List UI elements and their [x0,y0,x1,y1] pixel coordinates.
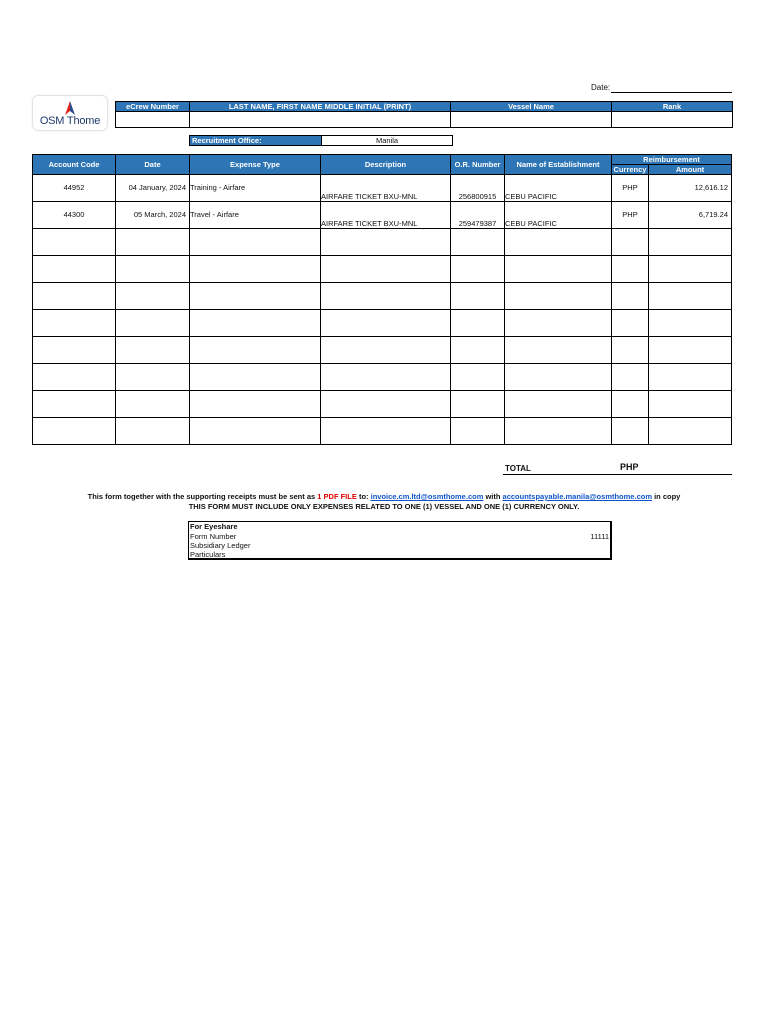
cell-description [321,283,450,300]
cell-date-field[interactable] [116,283,190,310]
cell-establishment-field[interactable] [505,310,612,337]
cell-account-code [33,391,115,399]
accounts-payable-email-link[interactable]: accountspayable.manila@osmthome.com [502,492,652,501]
cell-currency [612,391,648,399]
table-row [33,202,732,229]
cell-account-code-field[interactable] [33,175,116,202]
form-number-value: 11111 [590,532,609,541]
cell-description-field[interactable] [321,364,451,391]
table-row [33,364,732,391]
invoice-email-link[interactable]: invoice.cm.ltd@osmthome.com [370,492,484,501]
cell-account-code: 44300 [63,210,85,219]
cell-date [116,283,189,291]
cell-establishment [505,310,611,327]
header-rank: Rank [612,102,733,112]
header-vessel-name: Vessel Name [451,102,612,112]
table-row [33,229,732,256]
vessel-name-field[interactable] [451,112,612,128]
cell-currency-field[interactable] [612,175,649,202]
cell-establishment [505,418,611,435]
cell-date [116,337,189,345]
cell-description-field[interactable] [321,256,451,283]
cell-expense-type [190,283,320,291]
recruitment-office-field[interactable]: Manila [322,136,453,146]
cell-establishment [505,391,611,408]
cell-or-number: 256800915 [458,192,497,201]
cell-establishment-field[interactable] [505,391,612,418]
cell-currency-field[interactable] [612,337,649,364]
cell-description [321,337,450,354]
cell-currency-field[interactable] [612,418,649,445]
cell-currency [612,283,648,291]
cell-account-code [33,283,115,291]
cell-account-code-field[interactable] [33,256,116,283]
cell-currency-field[interactable] [612,310,649,337]
cell-amount-field[interactable] [649,175,732,202]
notice-pdf-file: 1 PDF FILE [317,492,357,501]
cell-currency [612,310,648,318]
cell-description-field[interactable] [321,283,451,310]
cell-date [116,418,189,426]
cell-expense-type-field[interactable] [190,256,321,283]
eyeshare-title: For Eyeshare [190,522,238,531]
header-crew-name: LAST NAME, FIRST NAME MIDDLE INITIAL (PRINT) [190,102,451,112]
cell-amount [649,310,731,318]
cell-establishment [505,256,611,273]
cell-amount [649,229,731,237]
cell-establishment-field[interactable] [505,229,612,256]
cell-currency: PHP [622,210,638,219]
single-vessel-notice: THIS FORM MUST INCLUDE ONLY EXPENSES RELATED TO ONE (1) VESSEL AND ONE (1) CURRENCY ONLY. [188,502,580,511]
table-row [33,418,732,445]
cell-amount [649,364,731,372]
eyeshare-box [188,521,612,560]
cell-currency-field[interactable] [612,283,649,310]
cell-amount-field[interactable] [649,256,732,283]
cell-date-field[interactable] [116,418,190,445]
table-row [33,337,732,364]
cell-description-field[interactable] [321,310,451,337]
notice-prefix: This form together with the supporting receipts must be sent as [87,492,318,501]
cell-or-number [451,229,504,246]
cell-or-number [451,256,504,273]
submission-notice [0,492,768,501]
col-reimbursement: Reimbursement [612,155,732,165]
cell-date: 04 January, 2024 [128,183,186,192]
cell-account-code-field[interactable] [33,283,116,310]
cell-or-number [451,418,504,435]
cell-or-number-field[interactable] [451,229,505,256]
cell-account-code-field[interactable] [33,229,116,256]
cell-expense-type [190,310,320,318]
cell-description-field[interactable] [321,229,451,256]
cell-description: AIRFARE TICKET BXU-MNL [321,192,418,201]
col-or-number: O.R. Number [451,155,505,175]
cell-expense-type-field[interactable] [190,418,321,445]
cell-establishment-field[interactable] [505,337,612,364]
cell-amount [649,283,731,291]
cell-currency [612,229,648,237]
cell-or-number [451,364,504,381]
cell-expense-type [190,391,320,399]
cell-amount-field[interactable] [649,364,732,391]
cell-amount [649,391,731,399]
date-field[interactable] [611,92,732,93]
col-currency: Currency [612,165,649,175]
cell-expense-type-field[interactable] [190,202,321,229]
cell-currency-field[interactable] [612,391,649,418]
cell-establishment: CEBU PACIFIC [505,192,557,201]
cell-establishment-field[interactable] [505,283,612,310]
ecrew-number-field[interactable] [116,112,190,128]
cell-account-code: 44952 [63,183,85,192]
cell-or-number-field[interactable] [451,391,505,418]
total-label: TOTAL [505,464,531,473]
cell-or-number: 259479387 [458,219,497,228]
table-row [33,310,732,337]
cell-expense-type-field[interactable] [190,175,321,202]
cell-or-number-field[interactable] [451,256,505,283]
cell-expense-type-field[interactable] [190,229,321,256]
cell-amount-field[interactable] [649,202,732,229]
cell-amount [649,418,731,426]
cell-description-field[interactable] [321,337,451,364]
table-row [33,256,732,283]
cell-description-field[interactable] [321,418,451,445]
table-row [33,391,732,418]
cell-expense-type [190,364,320,372]
cell-description-field[interactable] [321,202,451,229]
recruitment-office-row [189,135,453,146]
recruitment-office-label: Recruitment Office: [190,136,322,146]
cell-account-code-field[interactable] [33,310,116,337]
cell-currency-field[interactable] [612,256,649,283]
header-ecrew-number: eCrew Number [116,102,190,112]
cell-description [321,310,450,327]
notice-suffix: in copy [652,492,681,501]
cell-amount-field[interactable] [649,229,732,256]
rank-field[interactable] [612,112,733,128]
col-amount: Amount [649,165,732,175]
table-row [33,175,732,202]
cell-account-code-field[interactable] [33,202,116,229]
cell-amount: 12,616.12 [694,183,728,192]
expense-table [32,154,732,445]
cell-establishment-field[interactable] [505,202,612,229]
logo-text: OSM Thome [39,115,101,127]
cell-description [321,418,450,435]
cell-expense-type-field[interactable] [190,283,321,310]
particulars-label: Particulars [190,550,226,559]
cell-amount: 6,719.24 [698,210,728,219]
total-currency: PHP [620,462,639,472]
cell-or-number-field[interactable] [451,202,505,229]
cell-currency [612,418,648,426]
cell-account-code [33,229,115,237]
cell-or-number [451,310,504,327]
cell-or-number [451,337,504,354]
table-row [33,283,732,310]
cell-establishment-field[interactable] [505,175,612,202]
cell-account-code-field[interactable] [33,364,116,391]
osm-logo-icon [62,100,78,116]
cell-establishment [505,337,611,354]
cell-expense-type [190,337,320,345]
cell-date-field[interactable] [116,175,190,202]
cell-amount [649,337,731,345]
cell-description-field[interactable] [321,391,451,418]
cell-date-field[interactable] [116,256,190,283]
cell-currency [612,256,648,264]
cell-or-number-field[interactable] [451,337,505,364]
cell-date-field[interactable] [116,202,190,229]
cell-account-code [33,418,115,426]
cell-date [116,391,189,399]
cell-amount-field[interactable] [649,337,732,364]
cell-account-code-field[interactable] [33,418,116,445]
cell-account-code [33,310,115,318]
cell-date-field[interactable] [116,229,190,256]
cell-account-code [33,364,115,372]
cell-date [116,256,189,264]
cell-currency: PHP [622,183,638,192]
cell-date-field[interactable] [116,337,190,364]
crew-header-table [115,101,733,128]
cell-establishment [505,229,611,246]
cell-establishment-field[interactable] [505,256,612,283]
cell-description [321,256,450,273]
cell-expense-type [190,256,320,264]
cell-currency-field[interactable] [612,202,649,229]
cell-establishment: CEBU PACIFIC [505,219,557,228]
cell-amount-field[interactable] [649,283,732,310]
cell-account-code-field[interactable] [33,337,116,364]
cell-description-field[interactable] [321,175,451,202]
cell-expense-type [190,229,320,237]
cell-expense-type-field[interactable] [190,364,321,391]
company-logo [33,96,107,130]
col-establishment: Name of Establishment [505,155,612,175]
cell-account-code-field[interactable] [33,391,116,418]
notice-to: to: [356,492,371,501]
cell-amount-field[interactable] [649,418,732,445]
cell-amount-field[interactable] [649,310,732,337]
cell-amount [649,256,731,264]
cell-date [116,229,189,237]
cell-account-code [33,256,115,264]
cell-or-number [451,391,504,408]
cell-or-number-field[interactable] [451,364,505,391]
cell-description [321,364,450,381]
cell-or-number-field[interactable] [451,418,505,445]
date-label: Date: [591,83,611,92]
cell-expense-type-field[interactable] [190,391,321,418]
cell-currency [612,364,648,372]
col-date: Date [116,155,190,175]
col-account-code: Account Code [33,155,116,175]
cell-date-field[interactable] [116,391,190,418]
col-description: Description [321,155,451,175]
cell-account-code [33,337,115,345]
cell-expense-type-field[interactable] [190,337,321,364]
cell-description: AIRFARE TICKET BXU-MNL [321,219,418,228]
form-number-label: Form Number [190,532,237,541]
cell-date-field[interactable] [116,310,190,337]
cell-establishment-field[interactable] [505,364,612,391]
cell-or-number-field[interactable] [451,175,505,202]
crew-name-field[interactable] [190,112,451,128]
cell-currency-field[interactable] [612,364,649,391]
col-expense-type: Expense Type [190,155,321,175]
cell-description [321,391,450,408]
cell-currency-field[interactable] [612,229,649,256]
notice-with: with [483,492,503,501]
cell-expense-type: Training - Airfare [190,183,246,192]
cell-date [116,364,189,372]
cell-expense-type [190,418,320,426]
total-field[interactable] [503,474,732,475]
cell-currency [612,337,648,345]
cell-description [321,229,450,246]
cell-expense-type-field[interactable] [190,310,321,337]
cell-or-number-field[interactable] [451,283,505,310]
cell-date [116,310,189,318]
cell-date: 05 March, 2024 [133,210,186,219]
subsidiary-ledger-label: Subsidiary Ledger [190,541,251,550]
cell-establishment [505,283,611,300]
cell-date-field[interactable] [116,364,190,391]
cell-amount-field[interactable] [649,391,732,418]
cell-or-number [451,283,504,300]
cell-expense-type: Travel - Airfare [190,210,239,219]
cell-or-number-field[interactable] [451,310,505,337]
cell-establishment-field[interactable] [505,418,612,445]
cell-establishment [505,364,611,381]
